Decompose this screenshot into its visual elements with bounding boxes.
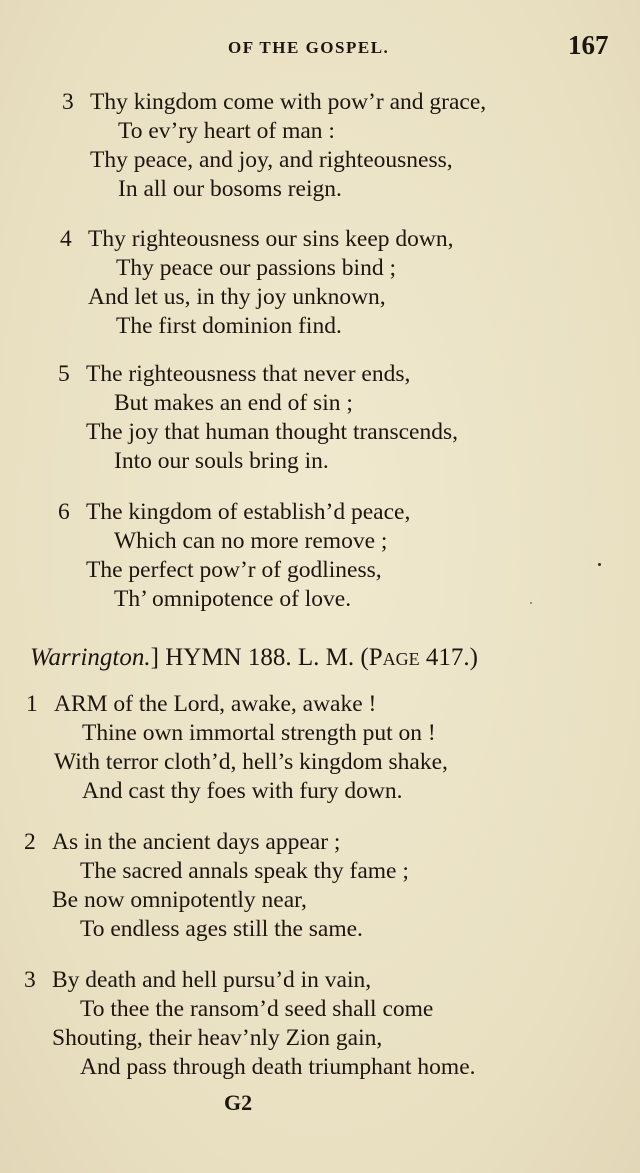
hymn-meter: L. M. [297,644,355,671]
verse-line: To thee the ransom’d seed shall come [80,996,434,1022]
verse-line: Thine own immortal strength put on ! [82,720,436,746]
stanza-number: 5 [58,361,70,387]
signature-mark: G2 [224,1090,253,1115]
verse-line: 4 Thy righteousness our sins keep down, [60,226,454,252]
hymn-heading [30,644,478,672]
verse-line: 2 As in the ancient days appear ; [24,829,341,855]
verse-line: The first dominion find. [116,313,342,339]
stanza-number: 3 [24,967,36,993]
verse-line: Into our souls bring in. [114,448,329,474]
stanza-prev-4 [60,225,454,341]
verse-line: The joy that human thought transcends, [86,419,459,445]
running-head: OF THE GOSPEL. [228,38,390,57]
stanza-number: 3 [62,89,74,115]
verse-line: In all our bosoms reign. [118,176,342,202]
tune-name: Warrington. [30,644,151,671]
verse-line: 3 By death and hell pursu’d in vain, [24,967,372,993]
stanza-number: 2 [24,829,36,855]
verse-line: With terror cloth’d, hell’s kingdom shake, [54,749,448,775]
page-number: 167 [568,30,609,60]
verse-line: And let us, in thy joy unknown, [88,284,386,310]
stanza-188-3 [24,966,476,1082]
verse-line: Be now omnipotently near, [52,887,307,913]
verse-line: Which can no more remove ; [114,528,388,554]
verse-line: The perfect pow’r of godliness, [86,557,382,583]
stanza-188-2 [24,828,409,944]
stanza-number: 4 [60,226,72,252]
tune-bracket: ] [150,644,159,671]
paper-speck [598,563,601,566]
verse-line: But makes an end of sin ; [114,390,353,416]
verse-line: Th’ omnipotence of love. [114,586,352,612]
verse-line: To ev’ry heart of man : [118,118,335,144]
verse-line: 6 The kingdom of establish’d peace, [58,499,411,525]
verse-line: To endless ages still the same. [80,916,363,942]
stanza-number: 6 [58,499,70,525]
verse-line: Thy peace our passions bind ; [116,255,396,281]
stanza-prev-3 [62,88,486,204]
stanza-prev-5 [58,360,458,476]
verse-line: 1 ARM of the Lord, awake, awake ! [26,691,377,717]
verse-line: 5 The righteousness that never ends, [58,361,411,387]
verse-line: Thy peace, and joy, and righteousness, [90,147,453,173]
verse-line: Shouting, their heav’nly Zion gain, [52,1025,383,1051]
verse-line: 3 Thy kingdom come with pow’r and grace, [62,89,487,115]
hymn-title: HYMN 188. [165,644,292,671]
verse-line: And cast thy foes with fury down. [82,778,403,804]
verse-line: And pass through death triumphant home. [80,1054,476,1080]
stanza-188-1 [26,690,448,806]
paper-speck [530,602,532,604]
verse-line: The sacred annals speak thy fame ; [80,858,409,884]
page-reference: (Page 417.) [360,644,478,671]
stanza-prev-6 [58,498,410,614]
stanza-number: 1 [26,691,38,717]
